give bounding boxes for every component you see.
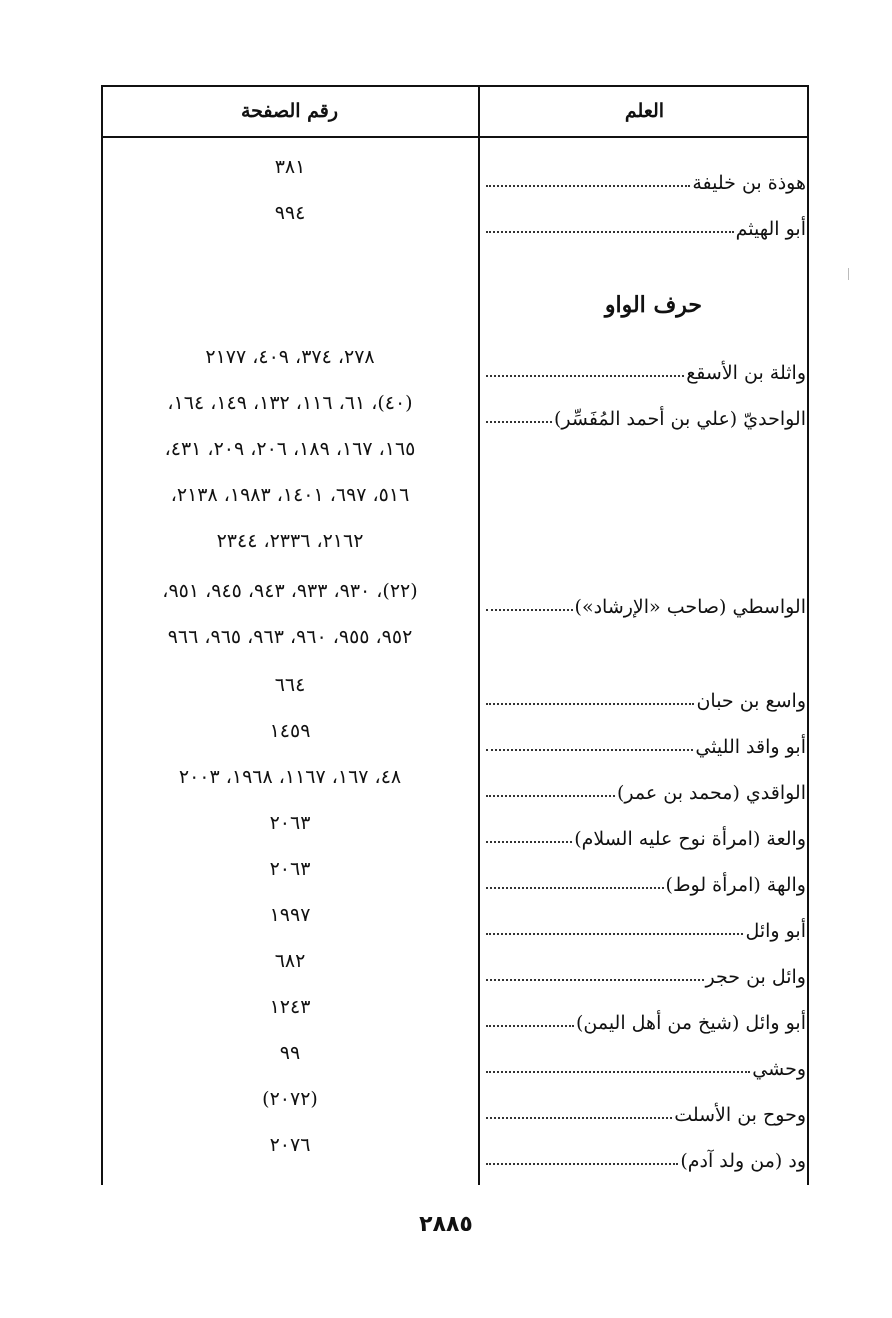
entry-pages: ٤٨، ١٦٧، ١١٦٧، ١٩٦٨، ٢٠٠٣ <box>178 766 402 788</box>
entry-pages: (٤٠)، ٦١، ١١٦، ١٣٢، ١٤٩، ١٦٤، <box>167 392 413 414</box>
entry-pages: ١٦٥، ١٦٧، ١٨٩، ٢٠٦، ٢٠٩، ٤٣١، <box>164 438 416 460</box>
table-row <box>0 1128 892 1172</box>
entry-name: الواقدي (محمد بن عمر) <box>486 768 806 804</box>
entry-name: والعة (امرأة نوح عليه السلام) <box>486 814 806 850</box>
entry-name: الواسطي (صاحب «الإرشاد») <box>486 582 806 618</box>
table-row <box>0 1036 892 1080</box>
table-row <box>0 898 892 942</box>
entry-name: وحوح بن الأسلت <box>486 1090 806 1126</box>
entry-pages: ٢٠٦٣ <box>269 812 311 834</box>
table-row-continuation <box>0 620 892 664</box>
entry-name: ود (من ولد آدم) <box>486 1136 806 1172</box>
table-row <box>0 196 892 240</box>
entry-pages: (٢٠٧٢) <box>262 1088 318 1110</box>
entry-pages: ٩٥٢، ٩٥٥، ٩٦٠، ٩٦٣، ٩٦٥، ٩٦٦ <box>167 626 413 648</box>
table-row <box>0 386 892 430</box>
table-row <box>0 990 892 1034</box>
table-row <box>0 1082 892 1126</box>
entry-name: أبو الهيثم <box>486 204 806 240</box>
entry-pages: ١٤٥٩ <box>269 720 311 742</box>
entry-pages: ٦٦٤ <box>274 674 306 696</box>
entry-pages: ٢٠٦٣ <box>269 858 311 880</box>
entry-pages: ١٢٤٣ <box>269 996 311 1018</box>
entry-name: واسع بن حبان <box>486 676 806 712</box>
entry-name: الواحديّ (علي بن أحمد المُفَسِّر) <box>486 394 806 430</box>
entry-pages: ٥١٦، ٦٩٧، ١٤٠١، ١٩٨٣، ٢١٣٨، <box>170 484 410 506</box>
entry-pages: ٣٨١ <box>274 156 306 178</box>
section-heading: حرف الواو <box>604 292 702 318</box>
table-row-continuation <box>0 432 892 476</box>
margin-mark <box>848 268 849 280</box>
entry-pages: ٦٨٢ <box>274 950 306 972</box>
entry-pages: ٩٩ <box>279 1042 301 1064</box>
entry-name: أبو واقد الليثي <box>486 722 806 758</box>
entry-pages: ٢١٦٢، ٢٣٣٦، ٢٣٤٤ <box>216 530 364 552</box>
table-row <box>0 668 892 712</box>
table-row <box>0 574 892 618</box>
table-row <box>0 760 892 804</box>
page-number: ٢٨٨٥ <box>419 1212 473 1237</box>
entry-name: أبو وائل <box>486 906 806 942</box>
header-page-column: رقم الصفحة <box>240 100 339 122</box>
entry-pages: (٢٢)، ٩٣٠، ٩٣٣، ٩٤٣، ٩٤٥، ٩٥١، <box>162 580 418 602</box>
table-row <box>0 806 892 850</box>
header-divider <box>101 136 809 138</box>
entry-pages: ٢٧٨، ٣٧٤، ٤٠٩، ٢١٧٧ <box>205 346 375 368</box>
entry-name: والهة (امرأة لوط) <box>486 860 806 896</box>
entry-name: واثلة بن الأسقع <box>486 348 806 384</box>
table-row-continuation <box>0 478 892 522</box>
table-row <box>0 852 892 896</box>
entry-pages: ٩٩٤ <box>274 202 306 224</box>
table-row <box>0 150 892 194</box>
table-row-continuation <box>0 524 892 568</box>
table-row <box>0 944 892 988</box>
entry-name: هوذة بن خليفة <box>486 158 806 194</box>
entry-pages: ٢٠٧٦ <box>269 1134 311 1156</box>
entry-name: وائل بن حجر <box>486 952 806 988</box>
header-name-column: العلم <box>624 100 665 122</box>
table-row <box>0 714 892 758</box>
entry-name: أبو وائل (شيخ من أهل اليمن) <box>486 998 806 1034</box>
table-row <box>0 340 892 384</box>
entry-pages: ١٩٩٧ <box>269 904 311 926</box>
entry-name: وحشي <box>486 1044 806 1080</box>
